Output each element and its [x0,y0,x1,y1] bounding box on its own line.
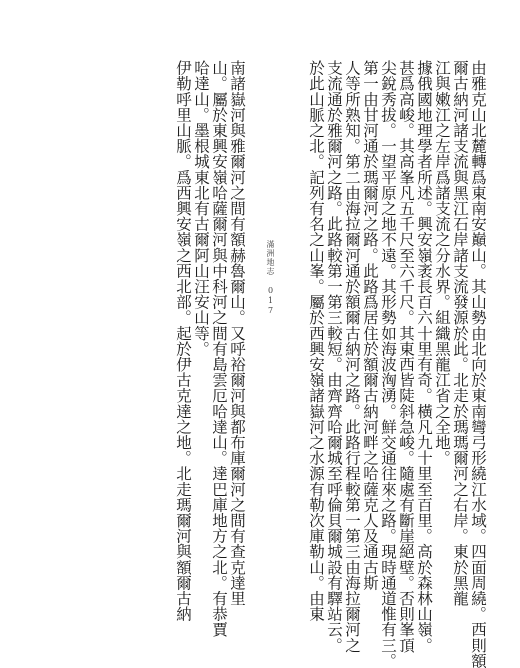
text-column: 尖銳秀拔。一望平原之地不遠。其形勢如海波洶湧。鮮交通往來之路。現時通道惟有三。 [379,60,397,668]
text-column: 支流通於雅爾河之路。此路較第一第三較短。由齊齊哈爾城至呼倫貝爾城設有驛站云。 [325,60,343,653]
text-column: 江與嫩江之左岸爲諸支流之分水界。組織黑龍江省之全地。 [433,60,451,466]
text-column: 爾古納河諸支流與黑江石岸諸支流發源於此。北走於瑪瑪爾河之右岸。東於黑龍 [451,60,469,606]
text-column: 於此山脈之北。記列有名之山峯。屬於西興安嶺諸嶽河之水源有勒次庫勒山。由東 [307,60,325,622]
text-column: 甚爲高峻。其高峯凡五千尺至六千尺。其東西皆陡斜急峻。隨處有斷崖絕壁。否則峯頂 [397,60,415,653]
text-column: 人等所熟知。第二由海拉爾河通於額爾古納河之路。此路行程較第一第三由海拉爾河之 [343,60,361,653]
text-column: 據俄國地理學者所述。興安嶺袤長百六十里有奇。橫凡九十里至百里。高於森林山嶺。 [415,60,433,653]
text-column: 由雅克山北麓轉爲東南安巔山。其山勢由北向於東南彎弓形繞江水域。四面周繞。西則額 [469,60,487,668]
page-footer: 滿洲地志 017 [266,240,275,316]
text-column: 山。屬於東興安嶺哈薩爾河與中科河之間有島雲厄哈達山。達巴庫地方之北。有恭賈 [210,60,228,638]
text-column: 哈達山。墨根城東北有古爾阿山汪安山等。 [192,60,210,357]
text-column: 第一由甘河通於瑪爾河之路。此路爲居住於額爾古納河畔之哈薩克人及通古斯 [361,60,379,591]
text-column: 伊勒呼里山脈。爲西興安嶺之西北部。起於伊古克達之地。北走瑪爾河與額爾古納 [174,60,192,622]
text-column: 南諸嶽河與雅爾河之間有額赫魯爾山。又呼裕爾河與都布庫爾河之間有查克達里 [228,60,246,606]
